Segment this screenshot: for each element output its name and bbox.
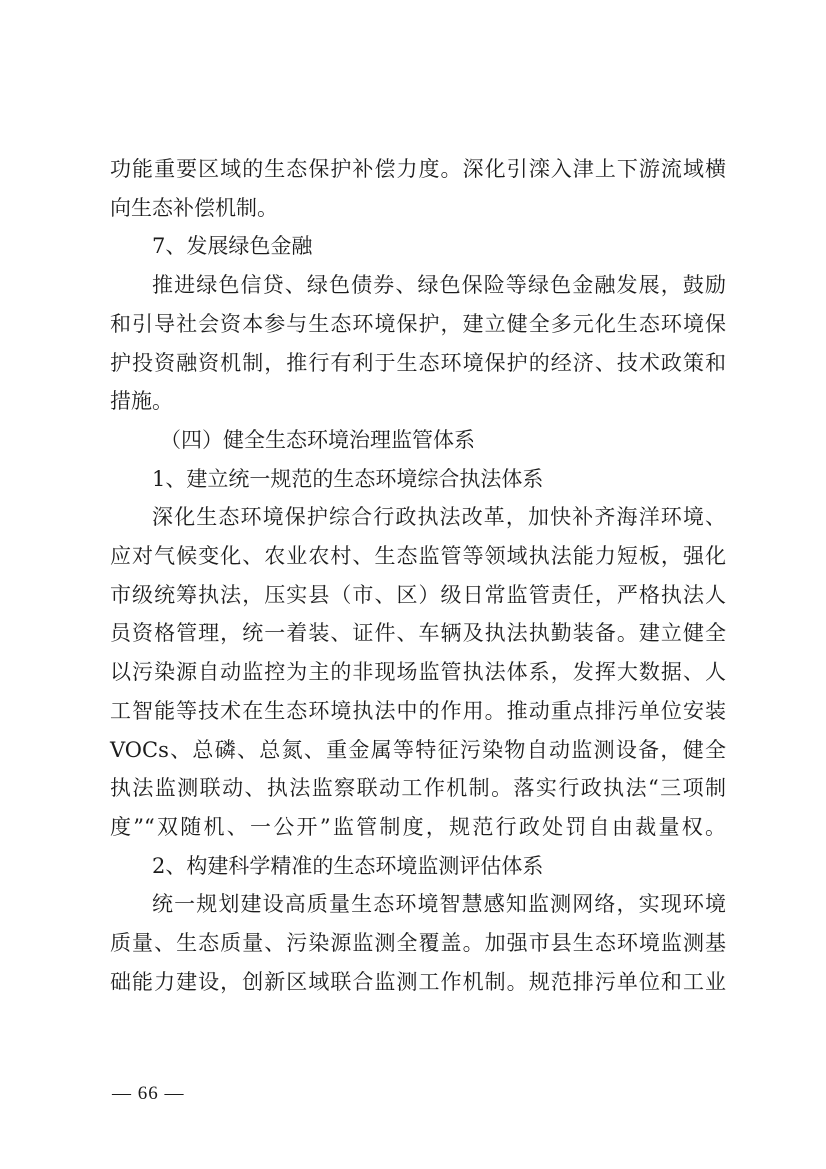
section-heading: 2、构建科学精准的生态环境监测评估体系 xyxy=(152,853,544,878)
section-heading: 1、建立统一规范的生态环境综合执法体系 xyxy=(152,466,544,491)
text-line: 础能力建设，创新区域联合监测工作机制。规范排污单位和工业 xyxy=(110,969,726,994)
text-line: 功能重要区域的生态保护补偿力度。深化引滦入津上下游流域横 xyxy=(110,157,726,181)
text-line: 应对气候变化、农业农村、生态监管等领域执法能力短板，强化 xyxy=(110,544,726,569)
text-line: 向生态补偿机制。 xyxy=(110,195,278,220)
text-line: 深化生态环境保护综合行政执法改革，加快补齐海洋环境、 xyxy=(152,505,726,530)
text-line: 市级统筹执法，压实县（市、区）级日常监管责任，严格执法人 xyxy=(110,582,726,607)
section-heading: （四）健全生态环境治理监管体系 xyxy=(160,427,475,452)
body-text xyxy=(110,150,726,1001)
text-line: 工智能等技术在生态环境执法中的作用。推动重点排污单位安装 xyxy=(110,698,726,723)
text-line: 以污染源自动监控为主的非现场监管执法体系，发挥大数据、人 xyxy=(110,660,726,685)
text-line: 统一规划建设高质量生态环境智慧感知监测网络，实现环境 xyxy=(152,892,726,917)
text-line: 措施。 xyxy=(110,389,173,414)
text-line: 和引导社会资本参与生态环境保护，建立健全多元化生态环境保 xyxy=(110,311,726,336)
text-line: 推进绿色信贷、绿色债券、绿色保险等绿色金融发展，鼓励 xyxy=(152,273,726,298)
text-line: 质量、生态质量、污染源监测全覆盖。加强市县生态环境监测基 xyxy=(110,931,726,956)
text-line: VOCs、总磷、总氮、重金属等特征污染物自动监测设备，健全 xyxy=(110,737,726,762)
text-line: 度”“双随机、一公开”监管制度，规范行政处罚自由裁量权。 xyxy=(110,814,726,839)
page-number: — 66 — xyxy=(112,1083,185,1104)
text-line: 护投资融资机制，推行有利于生态环境保护的经济、技术政策和 xyxy=(110,350,726,375)
section-heading: 7、发展绿色金融 xyxy=(152,234,313,259)
text-line: 员资格管理，统一着装、证件、车辆及执法执勤装备。建立健全 xyxy=(110,621,726,646)
text-line: 执法监测联动、执法监察联动工作机制。落实行政执法“三项制 xyxy=(110,776,726,801)
